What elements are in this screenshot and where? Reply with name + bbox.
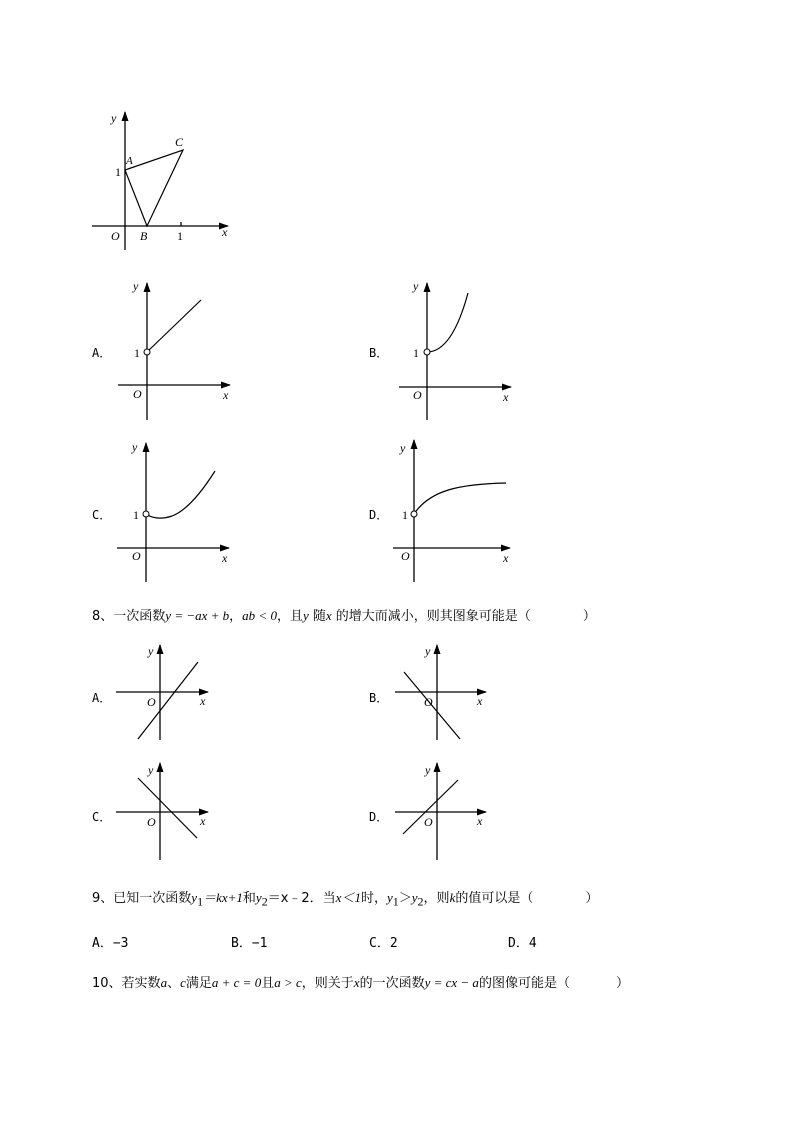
y-label: y	[111, 111, 117, 125]
y-label: y	[425, 763, 431, 777]
x-label: x	[477, 694, 483, 708]
tick-label-1: 1	[134, 346, 140, 360]
y-label: y	[148, 644, 154, 658]
q-text: 随	[308, 609, 326, 624]
tick-label-x-1: 1	[177, 229, 183, 243]
question-10	[92, 972, 629, 991]
var-y2: y	[255, 890, 262, 905]
y-label: y	[425, 644, 431, 658]
q-text: 已知一次函数	[113, 891, 192, 906]
q9-option-b[interactable]: B．−1	[231, 936, 268, 951]
option-a-label[interactable]: A．	[92, 346, 112, 360]
q-text: 满足	[185, 976, 212, 991]
var-a: a	[160, 975, 168, 990]
equation-1: ＝kx+1	[203, 890, 243, 905]
x-label: x	[503, 390, 509, 404]
q-text: 一次函数	[113, 609, 166, 624]
point-a-label: A	[126, 155, 133, 167]
question-9	[92, 887, 598, 910]
q-text: ）	[582, 609, 596, 624]
x-label: x	[503, 551, 509, 565]
y-label: y	[148, 763, 154, 777]
q-text: 且	[261, 976, 275, 991]
q-text: 若实数	[121, 976, 161, 991]
var-k: k	[449, 890, 456, 905]
origin-label: O	[424, 815, 433, 829]
origin-label: O	[133, 387, 142, 401]
equation: y = −ax + b	[165, 608, 230, 623]
tick-label-1: 1	[413, 346, 419, 360]
subscript: 1	[197, 894, 204, 909]
origin-label: O	[132, 549, 141, 563]
var-y1: y	[386, 890, 393, 905]
q-text: ）	[615, 976, 629, 991]
option-b-label[interactable]: B．	[369, 346, 389, 360]
origin-label: O	[111, 229, 120, 243]
question-number: 9、	[92, 891, 114, 906]
q-text: 时，	[360, 891, 387, 906]
y-label: y	[400, 441, 406, 455]
x-label: x	[200, 694, 206, 708]
q-text: 的增大而减小，则其图象可能是（	[331, 609, 531, 624]
q-text: 、	[167, 976, 181, 991]
y-label: y	[413, 279, 419, 293]
point-b-label: B	[140, 229, 148, 243]
subscript: 1	[392, 894, 399, 909]
x-label: x	[222, 225, 228, 239]
q-text: 的一次函数	[359, 976, 425, 991]
q9-option-c[interactable]: C．2	[369, 936, 398, 951]
q-text: ，则	[423, 891, 450, 906]
var-y1: y	[191, 890, 198, 905]
subscript: 2	[261, 894, 268, 909]
var-x: x	[325, 608, 332, 623]
tick-label-1: 1	[402, 508, 408, 522]
point-c-label: C	[175, 135, 184, 149]
tick-label-1: 1	[133, 508, 139, 522]
y-label: y	[133, 279, 139, 293]
x-label: x	[477, 814, 483, 828]
q-text: ）	[585, 891, 599, 906]
q-text: 和	[242, 891, 256, 906]
condition-1: a + c = 0	[211, 975, 262, 990]
q9-option-d[interactable]: D．4	[508, 936, 537, 951]
condition-2: a > c	[274, 975, 302, 990]
origin-label: O	[147, 815, 156, 829]
x-label: x	[222, 551, 228, 565]
greater-than: ＞	[398, 891, 412, 906]
origin-label: O	[413, 388, 422, 402]
tick-label-y-1: 1	[115, 165, 121, 179]
var-y2: y	[411, 890, 418, 905]
y-label: y	[132, 440, 138, 454]
q-text: ，	[229, 609, 243, 624]
origin-label: O	[147, 695, 156, 709]
equation-2: ＝x﹣2．当	[267, 891, 336, 906]
question-number: 8、	[92, 609, 114, 624]
x-label: x	[223, 388, 229, 402]
condition: ab < 0	[242, 608, 277, 623]
question-number: 10、	[92, 976, 122, 991]
q9-option-a[interactable]: A．−3	[92, 936, 129, 951]
subscript: 2	[417, 894, 424, 909]
option-d-label[interactable]: D．	[369, 810, 389, 824]
option-a-label[interactable]: A．	[92, 691, 112, 705]
q-text: 的图像可能是（	[478, 976, 570, 991]
option-d-label[interactable]: D．	[369, 508, 389, 522]
q-text: ，则关于	[301, 976, 354, 991]
option-b-label[interactable]: B．	[369, 691, 389, 705]
q-text: 的值可以是（	[455, 891, 534, 906]
equation: y = cx − a	[424, 975, 479, 990]
origin-label: O	[401, 549, 410, 563]
origin-label: O	[424, 695, 433, 709]
var-x: x	[353, 975, 360, 990]
var-y: y	[302, 608, 309, 623]
var-c: c	[180, 975, 186, 990]
option-c-label[interactable]: C．	[92, 810, 112, 824]
x-label: x	[200, 814, 206, 828]
condition: x＜1	[335, 890, 361, 905]
q-text: ，且	[276, 609, 303, 624]
option-c-label[interactable]: C．	[92, 508, 112, 522]
